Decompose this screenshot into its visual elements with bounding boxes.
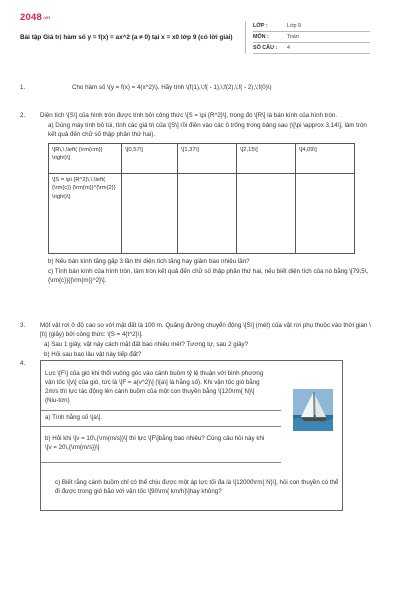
table-cell-empty <box>122 173 178 253</box>
question-4 <box>20 360 380 556</box>
table-cell: \[4,09\] <box>296 143 355 173</box>
divider <box>41 426 281 427</box>
question-number: 2. <box>20 112 26 119</box>
part-c: c) Tính bán kính của hình tròn, làm tròn kết quả đến chữ số thập phân thứ hai, nếu biết diện tích của nó bằng \[79,5\,{\rm{c}}{{\rm{m}}^2}\]. <box>48 267 369 284</box>
meta-question-count: SỐ CÂU : 4 <box>253 43 370 54</box>
part-b: b) Nếu bán kính tăng gấp 3 lần thì diện tích tăng hay giảm bao nhiêu lần? <box>48 257 250 265</box>
question-number: 3. <box>20 322 26 329</box>
table-cell-empty <box>178 173 237 253</box>
question-4-box <box>40 360 343 511</box>
table-cell: \[0,57\] <box>122 143 178 173</box>
document-header <box>20 11 380 61</box>
question-number: 1. <box>20 84 26 91</box>
table-cell-empty <box>296 173 355 253</box>
part-a: a) Tính hằng số \[a\]. <box>45 414 102 421</box>
question-intro: Diện tích \[S\] của hình tròn được tính bởi công thức \[S = \pi {R^2}\], trong đó \[R\] là bán kính của hình tròn. <box>40 112 338 119</box>
table-cell: \[2,15\] <box>237 143 296 173</box>
document-title: Bài tập Giá trị hàm số y = f(x) = ax^2 (a ≠ 0) tại x = x0 lớp 9 (có lời giải) <box>20 34 233 41</box>
question-intro: Lực \[F\] của gió khi thổi vuông góc vào cánh buồm tỷ lệ thuận với bình phương vận tốc \[v\] của gió, tức là \[F = a{v^2}\] (\[a\] là hằng số). Khi vận tốc gió bằng 2m/s thì lực tác động lên cánh buồm của một con thuyền bằng \[120\rm{ N}\](Niu-tơn) <box>45 370 264 404</box>
divider <box>41 462 281 463</box>
question-number: 4. <box>20 360 26 367</box>
part-c: c) Biết rằng cánh buồm chỉ có thể chịu được một áp lực tối đa là \[12000\rm{ N}\], hỏi con thuyền có thể đi được trong gió bão với vận tốc \[90\rm{ km/h}\]hay không? <box>55 479 339 495</box>
meta-box <box>245 21 370 54</box>
table-cell: \[1,37\] <box>178 143 237 173</box>
site-logo[interactable]: 2048.vn <box>20 12 51 23</box>
divider <box>41 410 281 411</box>
part-b: b) Hỏi khi \[v = 10\,{\rm{m/s}}\] thì lực \[F\]bằng bao nhiêu? Cùng câu hỏi này khi \[v = 20\,{\rm{m/s}}\] <box>45 435 265 451</box>
meta-subject: MÔN : Toán <box>253 32 370 43</box>
table-cell: \[S = \pi {R^2}\,\,\left( {\rm{c}} {\rm{m}}^{\rm{2}} \right)\] <box>49 173 122 253</box>
table-cell: \[R\,\,\left( {\rm{cm}} \right)\] <box>49 143 122 173</box>
question-2 <box>20 112 380 312</box>
table-row <box>49 143 355 173</box>
part-a: a) Sau 1 giây, vật này cách mặt đất bao nhiêu mét? Tương tự, sau 2 giây? <box>44 340 249 348</box>
table-cell-empty <box>237 173 296 253</box>
part-a: a) Dùng máy tính bỏ túi, tính các giá trị của \[S\] rồi điền vào các ô trống trong bảng sau (\[\pi \approx 3,14\], làm tròn kết quả đến chữ số thập phân thứ hai). <box>48 121 367 138</box>
values-table <box>48 143 355 254</box>
question-intro: Một vật rơi ở độ cao so với mặt đất là 100 m. Quãng đường chuyển động \[S\] (mét) của vật rơi phụ thuộc vào thời gian \[t\] (giây) bởi công thức: \[S = 4{t^2}\]. <box>40 322 371 338</box>
question-text: Cho hàm số \(y = f(x) = 4(x^2)\). Hãy tính \(f(1),\;f( - 1),\;f(2),\;f( - 2),\;f(0)\) <box>72 84 272 91</box>
question-1 <box>20 84 380 96</box>
meta-class: LỚP : Lớp 9 <box>253 21 370 32</box>
part-b: b) Hỏi sau bao lâu vật này tiếp đất? <box>44 350 142 358</box>
sailboat-image <box>293 389 333 431</box>
table-row <box>49 173 355 253</box>
